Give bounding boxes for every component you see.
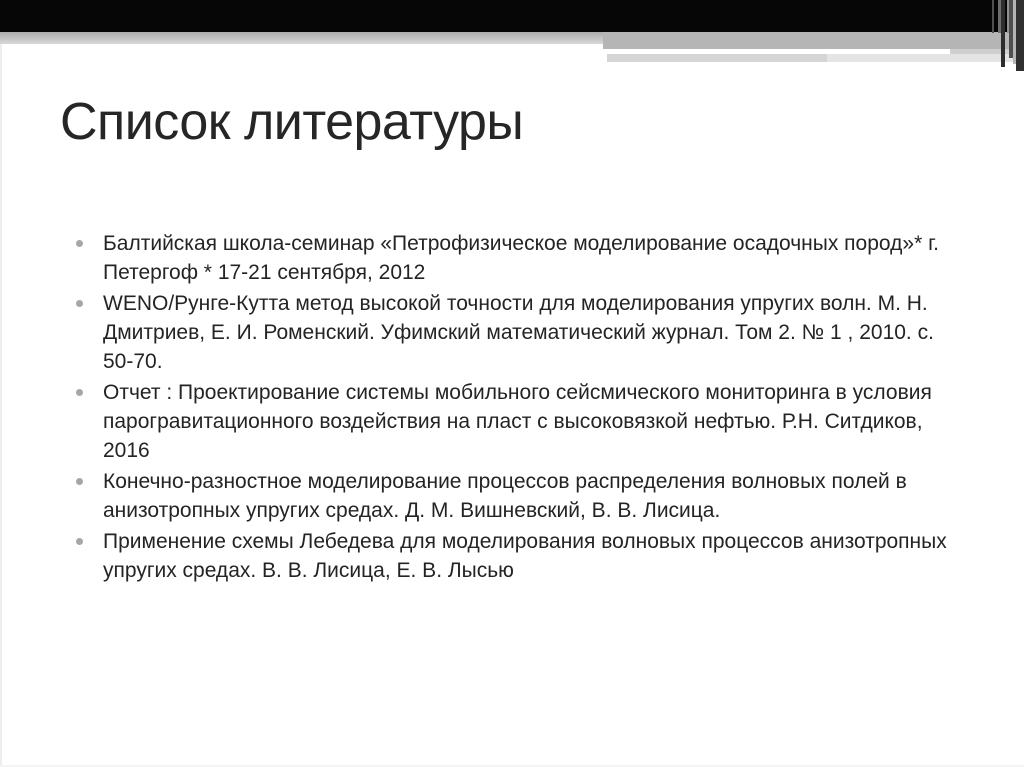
list-item [75,467,955,525]
reference-text: Конечно-разностное моделирование процессов распределения волновых полей в анизотропных упругих средах. Д. М. Вишневский, В. В. Лисица. [103,470,907,522]
slide-left-edge [0,44,2,767]
slide-title: Список литературы [60,93,524,151]
corner-stripe [992,0,994,33]
reference-text: WENO/Рунге-Кутта метод высокой точности для моделирования упругих волн. М. Н. Дмитриев, Е. И. Роменский. Уфимский математический журнал. Том 2. № 1 , 2010. с. 50-70. [103,292,934,373]
bullet-dot-icon [76,389,83,396]
bullet-dot-icon [76,240,83,247]
header-gray-band-lower [607,54,1024,62]
bullet-dot-icon [76,300,83,307]
reference-text: Применение схемы Лебедева для моделирования волновых процессов анизотропных упругих средах. В. В. Лисица, Е. В. Лысью [103,530,947,582]
header-black-bar [0,0,1024,32]
list-item [75,229,955,287]
reference-text: Балтийская школа-семинар «Петрофизическое моделирование осадочных пород»* г. Петергоф * 17-21 сентября, 2012 [103,232,940,284]
header-gray-band-right [603,32,1024,49]
list-item [75,378,955,465]
corner-stripe [1001,0,1005,67]
list-item [75,289,955,376]
reference-list [75,229,955,587]
corner-stripe [1016,0,1024,71]
reference-text: Отчет : Проектирование системы мобильного сейсмического мониторинга в условия парогравитационного воздействия на пласт с высоковязкой нефтью. Р.Н. Ситдиков, 2016 [103,381,932,462]
bullet-dot-icon [76,538,83,545]
bullet-dot-icon [76,478,83,485]
list-item [75,527,955,585]
